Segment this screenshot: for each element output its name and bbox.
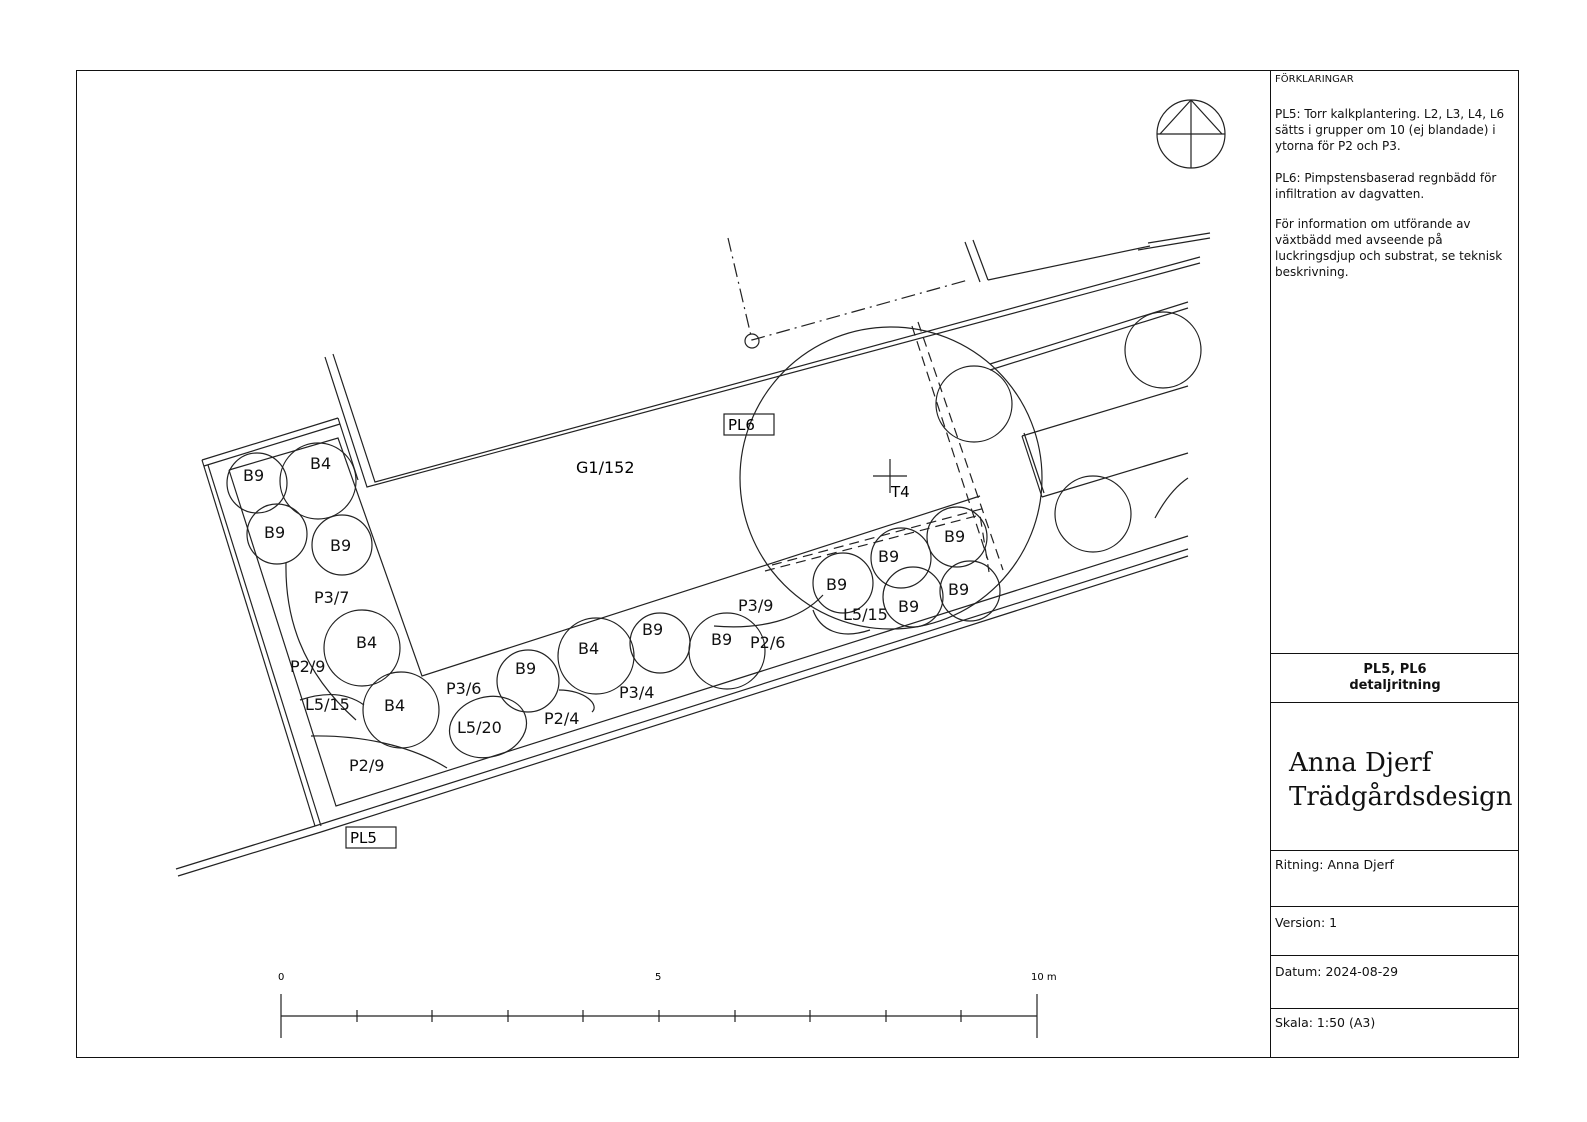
scale-label-start: 0 (278, 972, 285, 983)
plant-label: L5/20 (457, 718, 502, 737)
plant-label: B9 (330, 536, 352, 555)
firm-name (1289, 746, 1513, 814)
plant-label: B9 (515, 659, 537, 678)
plant-label: P2/9 (349, 756, 385, 775)
plant-label: P3/6 (446, 679, 482, 698)
firm-line1: Anna Djerf (1289, 748, 1432, 778)
plant-label: B9 (826, 575, 848, 594)
firm-line2: Trädgårdsdesign (1289, 782, 1513, 812)
tree-label: T4 (891, 483, 910, 501)
plant-label: P2/6 (750, 633, 786, 652)
plant-label: B4 (356, 633, 378, 652)
plant-label: P2/4 (544, 709, 580, 728)
legend-info: För information om utförande av växtbädd med avseende på luckringsdjup och substrat, se teknisk beskrivning. (1275, 217, 1503, 279)
legend-panel (1270, 70, 1519, 1058)
scale-label-mid: 5 (655, 972, 662, 983)
plant-label: B9 (243, 466, 265, 485)
plant-label: P3/7 (314, 588, 350, 607)
plant-label: L5/15 (305, 695, 350, 714)
plant-label: B9 (898, 597, 920, 616)
shrub-circle (1125, 312, 1201, 388)
scale-label-end: 10 m (1031, 972, 1057, 983)
north-arrow-icon (1157, 100, 1225, 168)
divider (1271, 906, 1519, 907)
plant-label: B9 (711, 630, 733, 649)
divider (1271, 850, 1519, 851)
plant-label: B9 (878, 547, 900, 566)
legend-pl6: PL6: Pimpstensbaserad regnbädd för infiltration av dagvatten. (1275, 171, 1497, 201)
divider (1271, 955, 1519, 956)
rain-bed-dashed (765, 322, 1003, 572)
divider (1271, 653, 1519, 654)
property-line (728, 238, 968, 340)
divider (1271, 702, 1519, 703)
drawing-title (1271, 662, 1519, 694)
plant-label: P3/9 (738, 596, 774, 615)
plant-label: B4 (578, 639, 600, 658)
wall-lines (325, 233, 1210, 487)
shrub-circle (936, 366, 1012, 442)
area-label-pl5: PL5 (350, 829, 377, 847)
plant-label: B9 (642, 620, 664, 639)
plant-label: B9 (948, 580, 970, 599)
plant-label: B9 (944, 527, 966, 546)
survey-point-icon (745, 334, 759, 348)
plant-label: L5/15 (843, 605, 888, 624)
scale: Skala: 1:50 (A3) (1275, 1015, 1376, 1030)
bed-divisions (286, 563, 870, 768)
tree-canopy (740, 327, 1042, 629)
drawing-title-line2: detaljritning (1349, 678, 1441, 693)
plant-label: B9 (264, 523, 286, 542)
plant-label: B4 (310, 454, 332, 473)
area-label-pl6: PL6 (728, 416, 755, 434)
scale-bar (281, 994, 1037, 1038)
drawing-title-line1: PL5, PL6 (1363, 662, 1427, 677)
legend-title: FÖRKLARINGAR (1275, 74, 1354, 85)
version: Version: 1 (1275, 915, 1338, 930)
legend-pl5: PL5: Torr kalkplantering. L2, L3, L4, L6 sätts i grupper om 10 (ej blandade) i ytorna för P2 och P3. (1275, 107, 1505, 153)
divider (1271, 1008, 1519, 1009)
ground-label: G1/152 (576, 458, 635, 477)
bed-outline (176, 418, 1188, 876)
plant-label: P2/9 (290, 657, 326, 676)
drawn-by: Ritning: Anna Djerf (1275, 857, 1394, 872)
plant-label: B4 (384, 696, 406, 715)
right-structure (990, 302, 1188, 518)
plant-label: P3/4 (619, 683, 655, 702)
date: Datum: 2024-08-29 (1275, 964, 1399, 979)
shrub-circle (1055, 476, 1131, 552)
